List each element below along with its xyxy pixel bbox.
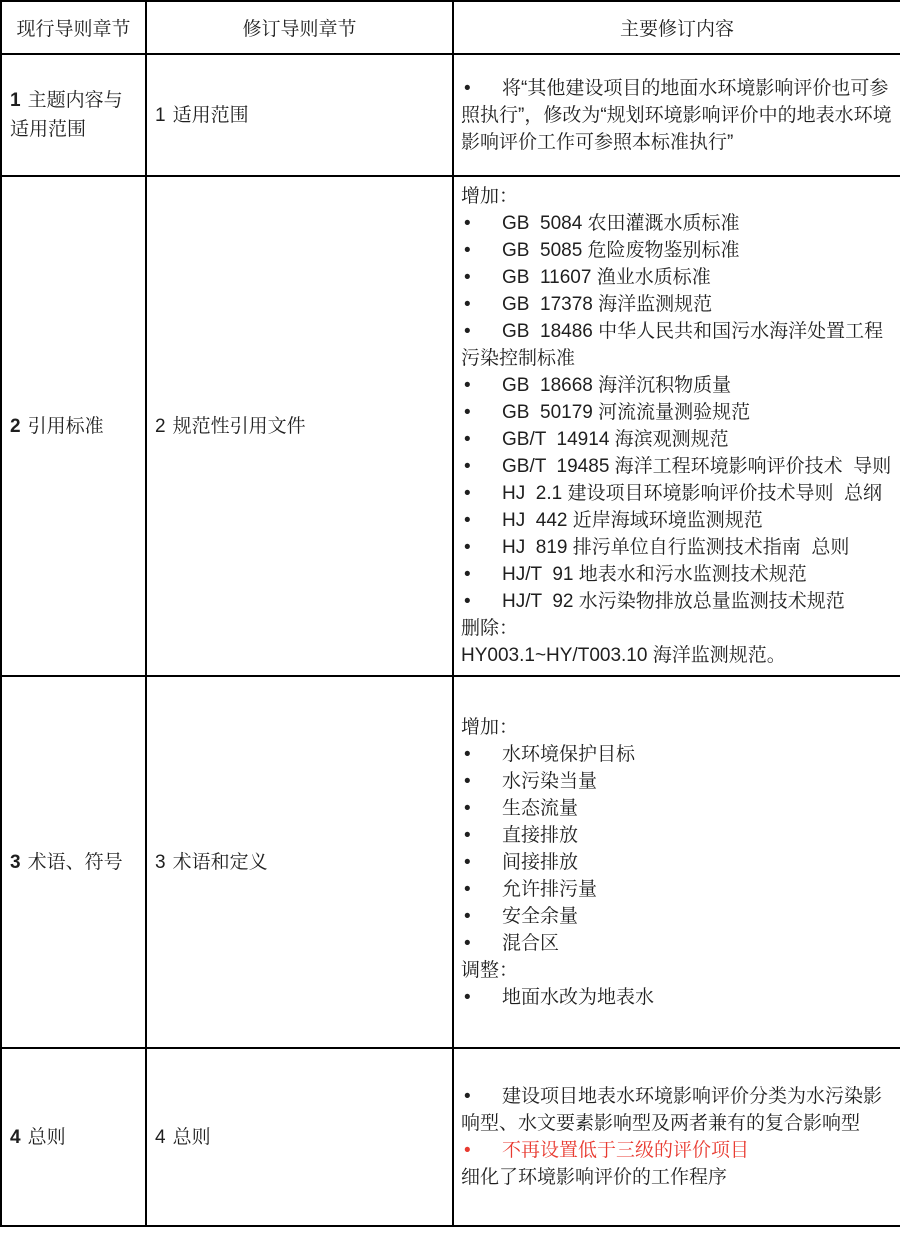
bullet-icon: • xyxy=(464,986,471,1008)
header-row xyxy=(1,1,900,54)
bullet-icon: • xyxy=(464,213,471,234)
current-chapter-cell xyxy=(1,176,146,676)
bullet-text: 直接排放 xyxy=(502,824,579,846)
bullet-icon: • xyxy=(464,240,471,261)
bullet-text: HJ 819 排污单位自行监测技术指南 总则 xyxy=(502,537,850,558)
text-line: 增加： xyxy=(461,716,519,738)
bullet-text: GB/T 14914 海滨观测规范 xyxy=(502,429,729,450)
bullet-icon: • xyxy=(464,321,471,342)
bullet-item xyxy=(461,291,893,318)
bullet-item xyxy=(461,1083,893,1137)
current-chapter-cell xyxy=(1,676,146,1048)
bullet-text: 生态流量 xyxy=(502,797,579,819)
bullet-icon: • xyxy=(464,1140,471,1161)
text-line: 删除： xyxy=(461,618,519,639)
current-chapter-cell xyxy=(1,54,146,176)
bullet-item xyxy=(461,453,893,480)
chapter-number: 4 xyxy=(10,1126,21,1148)
bullet-item xyxy=(461,480,893,507)
bullet-icon: • xyxy=(464,591,471,612)
bullet-item xyxy=(461,426,893,453)
bullet-item xyxy=(461,984,893,1011)
bullet-text: 间接排放 xyxy=(502,851,579,873)
bullet-text: 将“其他建设项目的地面水环境影响评价也可参照执行”，修改为“规划环境影响评价中的地表水环境影响评价工作可参照本标准执行” xyxy=(461,77,892,153)
bullet-text: GB 11607 渔业水质标准 xyxy=(502,267,711,288)
table-row xyxy=(1,676,900,1048)
bullet-text: HJ 442 近岸海域环境监测规范 xyxy=(502,510,763,531)
bullet-item xyxy=(461,822,893,849)
bullet-icon: • xyxy=(464,537,471,558)
chapter-label: 规范性引用文件 xyxy=(172,415,306,437)
bullet-item xyxy=(461,903,893,930)
chapter-number: 3 xyxy=(155,851,166,873)
text-line: 调整： xyxy=(461,959,519,981)
bullet-item xyxy=(461,849,893,876)
bullet-icon: • xyxy=(464,905,471,927)
bullet-item xyxy=(461,237,893,264)
chapter-number: 3 xyxy=(10,851,21,873)
header-main-revisions: 主要修订内容 xyxy=(453,1,900,54)
bullet-icon: • xyxy=(464,294,471,315)
revised-chapter-cell xyxy=(146,1048,453,1226)
bullet-icon: • xyxy=(464,510,471,531)
bullet-text: GB 18486 中华人民共和国污水海洋处置工程污染控制标准 xyxy=(461,321,884,369)
table-row xyxy=(1,1048,900,1226)
chapter-number: 2 xyxy=(10,415,21,437)
bullet-text: 地面水改为地表水 xyxy=(502,986,655,1008)
bullet-icon: • xyxy=(464,1086,471,1107)
bullet-text: GB 17378 海洋监测规范 xyxy=(502,294,713,315)
bullet-item xyxy=(461,741,893,768)
bullet-icon: • xyxy=(464,770,471,792)
chapter-label: 适用范围 xyxy=(172,104,249,126)
bullet-item xyxy=(461,768,893,795)
bullet-icon: • xyxy=(464,483,471,504)
bullet-text: GB 50179 河流流量测验规范 xyxy=(502,402,751,423)
bullet-icon: • xyxy=(464,564,471,585)
bullet-item xyxy=(461,876,893,903)
bullet-item xyxy=(461,372,893,399)
bullet-icon: • xyxy=(464,878,471,900)
bullet-item xyxy=(461,1137,893,1164)
bullet-icon: • xyxy=(464,797,471,819)
bullet-text: 混合区 xyxy=(502,932,560,954)
current-chapter-cell xyxy=(1,1048,146,1226)
header-current-chapter: 现行导则章节 xyxy=(1,1,146,54)
revised-chapter-cell xyxy=(146,54,453,176)
bullet-item xyxy=(461,795,893,822)
bullet-item xyxy=(461,210,893,237)
revision-content-cell xyxy=(453,54,900,176)
bullet-item xyxy=(461,588,893,615)
bullet-item xyxy=(461,264,893,291)
bullet-text: 安全余量 xyxy=(502,905,579,927)
bullet-item xyxy=(461,507,893,534)
bullet-text: 水环境保护目标 xyxy=(502,743,636,765)
table-row xyxy=(1,176,900,676)
bullet-item xyxy=(461,534,893,561)
revised-chapter-cell xyxy=(146,176,453,676)
bullet-icon: • xyxy=(464,932,471,954)
bullet-text: HJ/T 92 水污染物排放总量监测技术规范 xyxy=(502,591,845,612)
bullet-text: 建设项目地表水环境影响评价分类为水污染影响型、水文要素影响型及两者兼有的复合影响型 xyxy=(461,1086,883,1134)
chapter-label: 主题内容与适用范围 xyxy=(10,90,123,140)
text-line: 增加： xyxy=(461,186,519,207)
bullet-text: GB 5084 农田灌溉水质标准 xyxy=(502,213,740,234)
bullet-icon: • xyxy=(464,429,471,450)
chapter-label: 总则 xyxy=(172,1126,211,1148)
bullet-text: HJ/T 91 地表水和污水监测技术规范 xyxy=(502,564,807,585)
table-row xyxy=(1,54,900,176)
chapter-number: 4 xyxy=(155,1126,166,1148)
chapter-label: 术语和定义 xyxy=(172,851,268,873)
text-line: 细化了环境影响评价的工作程序 xyxy=(461,1167,728,1188)
bullet-item xyxy=(461,561,893,588)
bullet-icon: • xyxy=(464,456,471,477)
bullet-text: GB 18668 海洋沉积物质量 xyxy=(502,375,732,396)
bullet-icon: • xyxy=(464,743,471,765)
chapter-label: 术语、符号 xyxy=(27,851,123,873)
bullet-icon: • xyxy=(464,851,471,873)
bullet-text: 允许排污量 xyxy=(502,878,598,900)
revision-content-cell xyxy=(453,676,900,1048)
bullet-icon: • xyxy=(464,402,471,423)
revision-content-cell xyxy=(453,176,900,676)
bullet-icon: • xyxy=(464,77,471,99)
bullet-text: HJ 2.1 建设项目环境影响评价技术导则 总纲 xyxy=(502,483,883,504)
bullet-icon: • xyxy=(464,824,471,846)
bullet-item xyxy=(461,399,893,426)
chapter-number: 2 xyxy=(155,415,166,437)
bullet-text: GB 5085 危险废物鉴别标准 xyxy=(502,240,740,261)
header-revised-chapter: 修订导则章节 xyxy=(146,1,453,54)
revision-content-cell xyxy=(453,1048,900,1226)
bullet-item xyxy=(461,930,893,957)
bullet-text: 不再设置低于三级的评价项目 xyxy=(502,1140,750,1161)
bullet-item xyxy=(461,75,893,156)
bullet-item xyxy=(461,318,893,372)
bullet-text: 水污染当量 xyxy=(502,770,598,792)
chapter-number: 1 xyxy=(10,90,21,111)
chapter-label: 引用标准 xyxy=(27,415,104,437)
table-header xyxy=(1,1,900,54)
chapter-number: 1 xyxy=(155,104,166,126)
revised-chapter-cell xyxy=(146,676,453,1048)
text-line: HY003.1~HY/T003.10 海洋监测规范。 xyxy=(461,645,786,666)
chapter-label: 总则 xyxy=(27,1126,66,1148)
bullet-icon: • xyxy=(464,375,471,396)
bullet-icon: • xyxy=(464,267,471,288)
bullet-text: GB/T 19485 海洋工程环境影响评价技术 导则 xyxy=(502,456,892,477)
